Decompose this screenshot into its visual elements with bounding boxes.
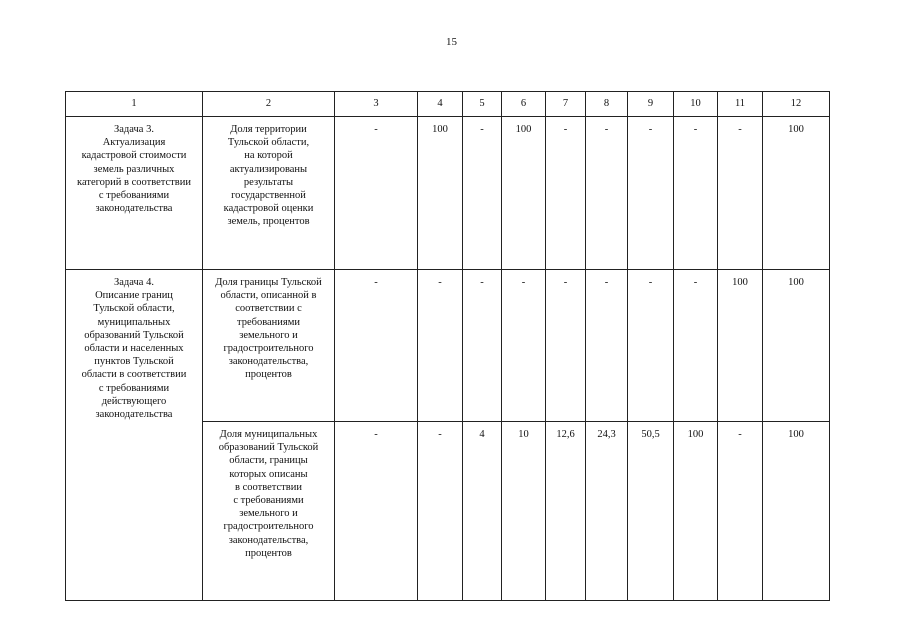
header-cell: 10 (674, 92, 718, 117)
value-cell: 10 (502, 422, 546, 601)
value-cell: 100 (763, 422, 830, 601)
value-cell: - (586, 117, 628, 270)
value-cell: 24,3 (586, 422, 628, 601)
value-cell: - (628, 270, 674, 422)
header-cell: 4 (418, 92, 463, 117)
value-cell: 100 (718, 270, 763, 422)
value-cell: - (463, 270, 502, 422)
value-cell: - (502, 270, 546, 422)
header-cell: 11 (718, 92, 763, 117)
value-cell: 100 (418, 117, 463, 270)
header-cell: 5 (463, 92, 502, 117)
header-cell: 2 (203, 92, 335, 117)
value-cell: 100 (674, 422, 718, 601)
table-row (66, 117, 830, 270)
value-cell: - (546, 270, 586, 422)
value-cell: - (335, 117, 418, 270)
value-cell: 100 (502, 117, 546, 270)
header-cell: 12 (763, 92, 830, 117)
value-cell: - (674, 117, 718, 270)
header-cell: 3 (335, 92, 418, 117)
indicator-cell: Доля границы Тульской области, описанной в соответствии с требованиями земельного и градостроительного законодательства, процентов (203, 270, 335, 422)
value-cell: - (718, 117, 763, 270)
value-cell: 100 (763, 117, 830, 270)
header-cell: 1 (66, 92, 203, 117)
table-header-row (66, 92, 830, 117)
value-cell: 4 (463, 422, 502, 601)
page-number: 15 (446, 36, 457, 48)
value-cell: - (628, 117, 674, 270)
value-cell: 12,6 (546, 422, 586, 601)
value-cell: - (586, 270, 628, 422)
indicators-table (65, 91, 830, 601)
value-cell: - (335, 270, 418, 422)
value-cell: 100 (763, 270, 830, 422)
task-cell: Задача 3. Актуализация кадастровой стоимости земель различных категорий в соответствии с требованиями законодательства (66, 117, 203, 270)
header-cell: 8 (586, 92, 628, 117)
value-cell: - (418, 422, 463, 601)
value-cell: - (718, 422, 763, 601)
value-cell: 50,5 (628, 422, 674, 601)
value-cell: - (418, 270, 463, 422)
header-cell: 6 (502, 92, 546, 117)
value-cell: - (335, 422, 418, 601)
value-cell: - (674, 270, 718, 422)
indicator-cell: Доля муниципальных образований Тульской области, границы которых описаны в соответствии с требованиями земельного и градостроительного законодательства, процентов (203, 422, 335, 601)
table-row (66, 270, 830, 422)
task-cell: Задача 4. Описание границ Тульской области, муниципальных образований Тульской области и населенных пунктов Тульской области в соответствии с требованиями действующего законодательства (66, 270, 203, 601)
header-cell: 9 (628, 92, 674, 117)
value-cell: - (546, 117, 586, 270)
indicator-cell: Доля территории Тульской области, на которой актуализированы результаты государственной кадастровой оценки земель, процентов (203, 117, 335, 270)
header-cell: 7 (546, 92, 586, 117)
value-cell: - (463, 117, 502, 270)
